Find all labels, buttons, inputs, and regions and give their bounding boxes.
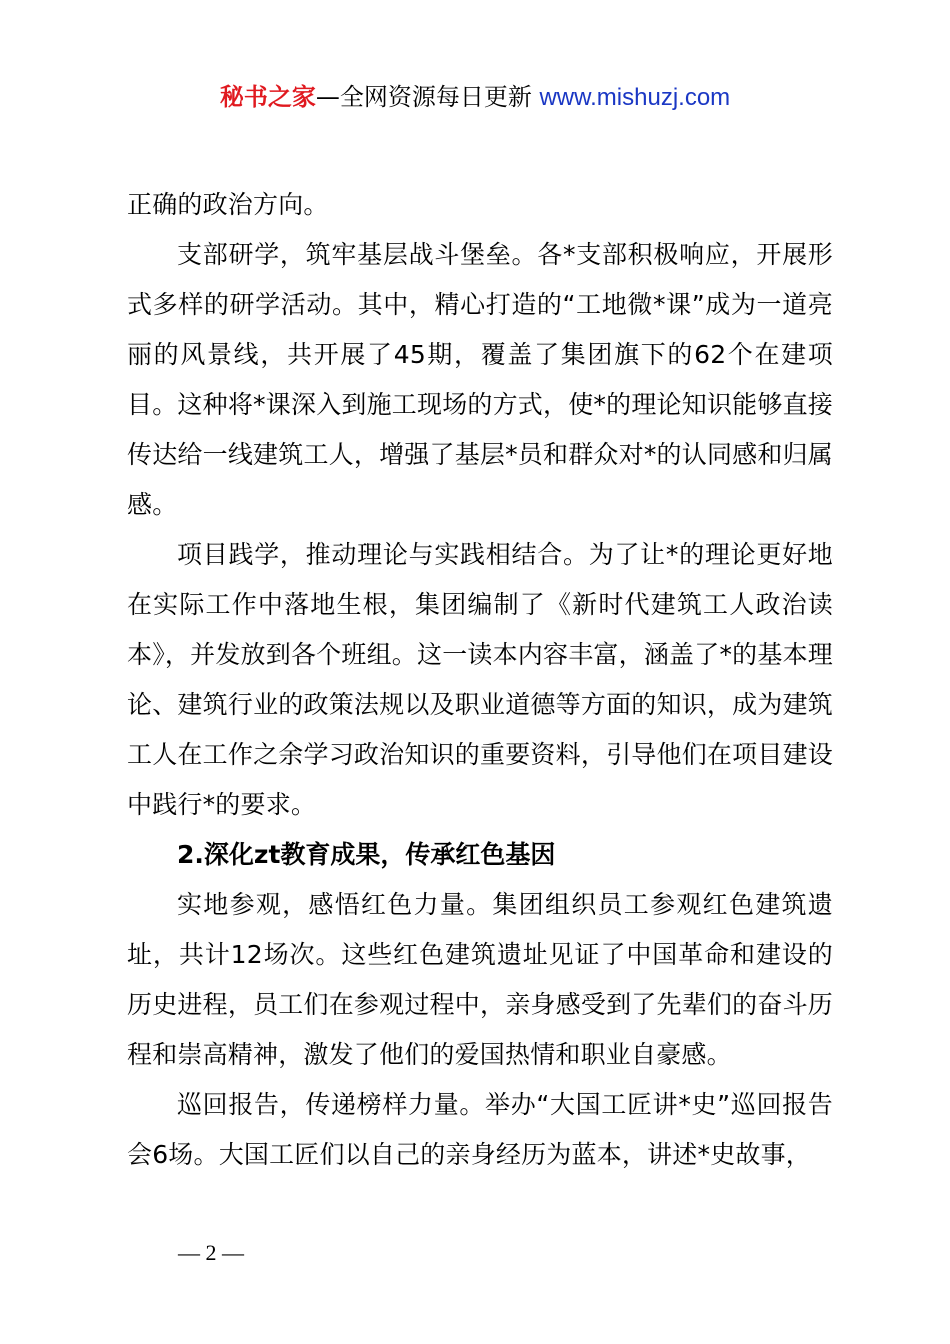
page-header: [0, 80, 950, 115]
paragraph-project-study: 项目践学，推动理论与实践相结合。为了让*的理论更好地在实际工作中落地生根，集团编制了《新时代建筑工人政治读本》，并发放到各个班组。这一读本内容丰富，涵盖了*的基本理论、建筑行业的政策法规以及职业道德等方面的知识，成为建筑工人在工作之余学习政治知识的重要资料，引导他们在项目建设中践行*的要求。: [127, 540, 833, 819]
paragraph-branch-study: 支部研学，筑牢基层战斗堡垒。各*支部积极响应，开展形式多样的研学活动。其中，精心打造的“工地微*课”成为一道亮丽的风景线，共开展了45期，覆盖了集团旗下的62个在建项目。这种将*课深入到施工现场的方式，使*的理论知识能够直接传达给一线建筑工人，增强了基层*员和群众对*的认同感和归属感。: [127, 240, 833, 519]
page-number: — 2 —: [178, 1240, 244, 1265]
site-tagline: —全网资源每日更新: [315, 83, 540, 111]
paragraph-site-visit: 实地参观，感悟红色力量。集团组织员工参观红色建筑遗址，共计12场次。这些红色建筑遗址见证了中国革命和建设的历史进程，员工们在参观过程中，亲身感受到了先辈们的奋斗历程和崇高精神，激发了他们的爱国热情和职业自豪感。: [127, 890, 833, 1069]
site-url-link[interactable]: www.mishuzj.com: [539, 84, 731, 111]
paragraph-touring-report: 巡回报告，传递榜样力量。举办“大国工匠讲*史”巡回报告会6场。大国工匠们以自己的亲身经历为蓝本，讲述*史故事，: [127, 1090, 833, 1169]
section-heading: 2.深化zt教育成果，传承红色基因: [177, 840, 556, 869]
document-body: [127, 180, 833, 1180]
site-brand: 秘书之家: [219, 83, 316, 111]
paragraph-continuation: 正确的政治方向。: [127, 190, 329, 219]
